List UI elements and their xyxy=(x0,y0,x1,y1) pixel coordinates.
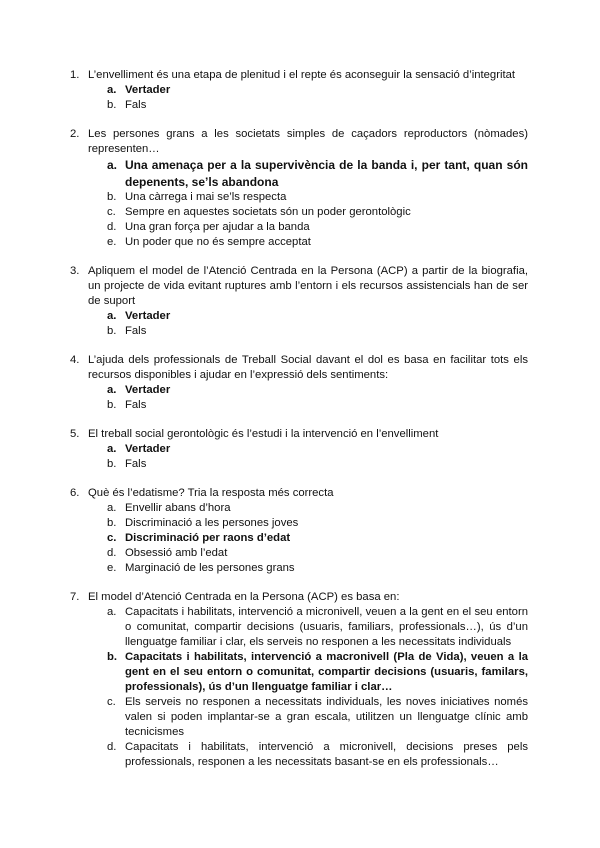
option-text: Els serveis no responen a necessitats individuals, les noves iniciatives només valen si poden implantar-se a gran escala, utilitzen un llenguatge clínic amb tecnicismes xyxy=(125,696,528,738)
option-text: Marginació de les persones grans xyxy=(125,562,295,574)
option-text: Vertader xyxy=(125,310,171,322)
option-text: Sempre en aquestes societats són un poder gerontològic xyxy=(125,206,411,218)
option-b xyxy=(107,324,528,339)
option-text: Fals xyxy=(125,325,147,337)
option-letter: b. xyxy=(107,517,117,529)
option-text: Fals xyxy=(125,99,147,111)
option-text: Vertader xyxy=(125,84,171,96)
option-text: Fals xyxy=(125,399,147,411)
option-letter: b. xyxy=(107,191,117,203)
option-text: Obsessió amb l’edat xyxy=(125,547,228,559)
question-text: L’envelliment és una etapa de plenitud i el repte és aconseguir la sensació d’integritat xyxy=(88,69,516,81)
option-text: Fals xyxy=(125,458,147,470)
question-text: Les persones grans a les societats simples de caçadors reproductors (nòmades) representen… xyxy=(88,128,528,155)
option-e xyxy=(107,235,528,250)
option-b xyxy=(107,398,528,413)
option-list xyxy=(88,309,528,339)
option-text: Vertader xyxy=(125,443,171,455)
question-text: Apliquem el model de l’Atenció Centrada en la Persona (ACP) a partir de la biografia, un projecte de vida evitant ruptures amb l’entorn i els recursos assistencials han de ser de suport xyxy=(88,265,528,307)
option-letter: d. xyxy=(107,547,117,559)
question-2 xyxy=(70,127,528,250)
option-letter: e. xyxy=(107,236,117,248)
option-letter: d. xyxy=(107,221,117,233)
option-list xyxy=(88,157,528,250)
option-a xyxy=(107,605,528,650)
option-c xyxy=(107,205,528,220)
option-d xyxy=(107,220,528,235)
question-number: 5. xyxy=(70,428,80,440)
question-4 xyxy=(70,353,528,413)
option-letter: b. xyxy=(107,651,118,663)
question-number: 1. xyxy=(70,69,80,81)
question-7 xyxy=(70,590,528,770)
question-text: L’ajuda dels professionals de Treball Social davant el dol es basa en facilitar tots els recursos disponibles i ajudar en l’expressió dels sentiments: xyxy=(88,354,528,381)
option-letter: a. xyxy=(107,384,117,396)
option-text: Un poder que no és sempre acceptat xyxy=(125,236,311,248)
option-list xyxy=(88,501,528,576)
option-b xyxy=(107,516,528,531)
option-c xyxy=(107,695,528,740)
option-letter: c. xyxy=(107,206,116,218)
question-text: Què és l’edatisme? Tria la resposta més correcta xyxy=(88,487,334,499)
option-b xyxy=(107,190,528,205)
question-number: 4. xyxy=(70,354,80,366)
question-list xyxy=(70,68,528,770)
option-text: Discriminació a les persones joves xyxy=(125,517,299,529)
option-text: Una amenaça per a la supervivència de la banda i, per tant, quan són depenents, se’ls abandona xyxy=(125,158,528,189)
question-5 xyxy=(70,427,528,472)
option-text: Capacitats i habilitats, intervenció a macronivell (Pla de Vida), veuen a la gent en el seu entorn o comunitat, compartir decisions (usuaris, familars, professionals), ús d’un llenguatge familiar i clar… xyxy=(125,651,528,693)
option-text: Una gran força per ajudar a la banda xyxy=(125,221,310,233)
option-letter: a. xyxy=(107,502,117,514)
question-3 xyxy=(70,264,528,339)
option-a-correct xyxy=(107,442,528,457)
option-letter: c. xyxy=(107,532,117,544)
option-letter: d. xyxy=(107,741,117,753)
option-list xyxy=(88,83,528,113)
option-text: Capacitats i habilitats, intervenció a micronivell, veuen a la gent en el seu entorn o comunitat, compartir decisions (usuaris, familiars, professionals…), ús d’un llenguatge familiar i clar, els serveis no responen a les necessitats individuals xyxy=(125,606,528,648)
option-letter: c. xyxy=(107,696,116,708)
option-list xyxy=(88,442,528,472)
option-b-correct xyxy=(107,650,528,695)
option-c-correct xyxy=(107,531,528,546)
option-letter: a. xyxy=(107,606,117,618)
option-a-correct xyxy=(107,383,528,398)
question-number: 3. xyxy=(70,265,80,277)
option-letter: a. xyxy=(107,310,117,322)
option-text: Vertader xyxy=(125,384,171,396)
option-a-correct xyxy=(107,157,528,190)
option-b xyxy=(107,457,528,472)
question-number: 6. xyxy=(70,487,80,499)
option-e xyxy=(107,561,528,576)
option-list xyxy=(88,605,528,770)
option-letter: a. xyxy=(107,443,117,455)
question-text: El treball social gerontològic és l’estudi i la intervenció en l’envelliment xyxy=(88,428,439,440)
option-letter: e. xyxy=(107,562,117,574)
option-list xyxy=(88,383,528,413)
option-a-correct xyxy=(107,83,528,98)
option-a xyxy=(107,501,528,516)
question-6 xyxy=(70,486,528,576)
option-a-correct xyxy=(107,309,528,324)
option-text: Envellir abans d’hora xyxy=(125,502,231,514)
option-letter: a. xyxy=(107,84,117,96)
option-letter: b. xyxy=(107,325,117,337)
question-number: 7. xyxy=(70,591,80,603)
question-1 xyxy=(70,68,528,113)
option-letter: a. xyxy=(107,158,118,172)
option-letter: b. xyxy=(107,99,117,111)
question-number: 2. xyxy=(70,128,80,140)
option-text: Una càrrega i mai se’ls respecta xyxy=(125,191,287,203)
option-letter: b. xyxy=(107,458,117,470)
option-b xyxy=(107,98,528,113)
option-d xyxy=(107,740,528,770)
option-d xyxy=(107,546,528,561)
question-text: El model d’Atenció Centrada en la Persona (ACP) es basa en: xyxy=(88,591,400,603)
option-letter: b. xyxy=(107,399,117,411)
option-text: Discriminació per raons d’edat xyxy=(125,532,291,544)
option-text: Capacitats i habilitats, intervenció a micronivell, decisions preses pels professionals, responen a les necessitats basant-se en els professionals… xyxy=(125,741,528,768)
